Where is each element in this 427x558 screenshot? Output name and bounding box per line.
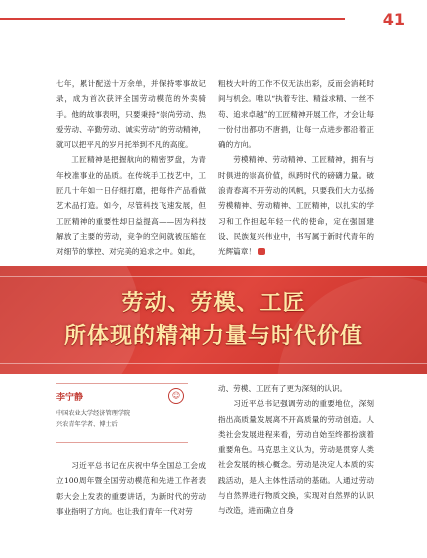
author-box — [56, 383, 188, 443]
paragraph-text: 劳模精神、劳动精神、工匠精神，拥有与时俱进的崇高价值，纵跨时代的磅礴力量。破浪青春离不开劳动的风帆，只要我们大力弘扬劳模精神、劳动精神、工匠精神，以扎实的学习和工作担起年轻一代的使命，定在强国建设、民族复兴伟业中，书写属于新时代青年的光辉篇章！ — [218, 155, 374, 257]
paragraph: 习近平总书记强调劳动的重要地位，深刻指出高质量发展离不开高质量的劳动创造。人类社会发展进程来看，劳动自始至终都扮演着重要角色。马克思主义认为，劳动是贯穿人类社会发展的核心概念。劳动是决定人本质的实践活动，是人主体性活动的基础。人通过劳动与自然界进行物质交换，实现对自然界的认识与改造，进而确立自身 — [218, 399, 374, 516]
user-icon: ☺ — [168, 388, 184, 404]
banner-stripe — [0, 363, 427, 364]
section-title-line1: 劳动、劳模、工匠 — [121, 291, 306, 316]
affiliation-line: 兴农青年学者、博士后 — [56, 421, 118, 428]
paragraph: 工匠精神是把握航向的精密罗盘，为青年校准事业的品质。在传统手工技艺中，工匠几十年如一日仔细打磨，把每件产品看做艺术品打造。如今，尽管科技飞速发展，但工匠精神的重要性却日益提高——因为科技解放了主要的劳动，竞争的空间就被压缩在对细节的掌控、对完美的追求之中。如此， — [56, 155, 206, 257]
end-mark-icon — [258, 248, 265, 255]
author-affiliation — [56, 408, 188, 430]
paragraph: 动、劳模、工匠有了更为深刻的认识。 — [218, 384, 348, 393]
paragraph: 七年，累计配送十万余单，并保持零事故记录，成为首次获评全国劳动模范的外卖骑手。他的故事表明，只要秉持“崇尚劳动、热爱劳动、辛勤劳动、诚实劳动”的劳动精神，就可以把平凡的岁月托举到不凡的高度。 — [56, 79, 206, 150]
page-number: 41 — [382, 10, 405, 29]
bottom-left-column — [56, 458, 206, 519]
bottom-right-column — [218, 381, 374, 519]
paragraph: 习近平总书记在庆祝中华全国总工会成立100周年暨全国劳动模范和先进工作者表彰大会上发表的重要讲话，为新时代的劳动事业指明了方向。也让我们青年一代对劳 — [56, 461, 206, 516]
author-name: 李宁静 — [56, 393, 84, 403]
paragraph: 粗枝大叶的工作不仅无法出彩，反而会消耗时间与机会。唯以“执着专注、精益求精、一丝不苟、追求卓越”的工匠精神开展工作，才会让每一份付出都功不唐捐，让每一点进步都沿着正确的方向。 — [218, 79, 374, 150]
top-left-column — [56, 76, 206, 260]
paragraph — [218, 152, 374, 259]
banner-stripe — [0, 276, 427, 277]
header-rule — [0, 18, 345, 20]
section-banner — [0, 266, 427, 374]
top-right-column — [218, 76, 374, 260]
affiliation-line: 中国农业大学经济管理学院 — [56, 410, 131, 417]
section-title-line2: 所体现的精神力量与时代价值 — [63, 324, 363, 349]
